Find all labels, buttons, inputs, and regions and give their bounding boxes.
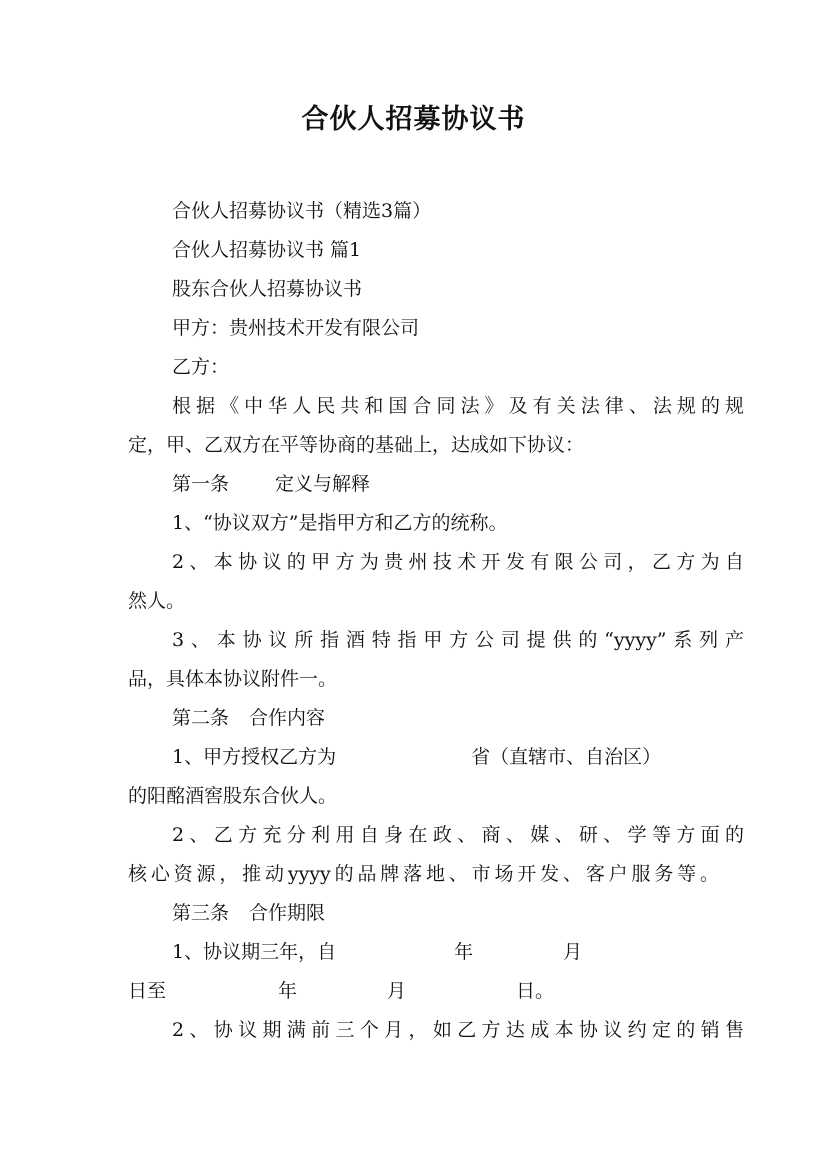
clause-3-1-end-month-label: 月 (387, 980, 407, 1002)
article-1-title: 定义与解释 (275, 473, 371, 495)
clause-3-1-end-day-label: 日。 (516, 980, 555, 1002)
article-1-label: 第一条 (172, 473, 230, 495)
clause-3-1-line-1 (172, 939, 582, 965)
article-3-label: 第三条 (172, 902, 230, 924)
clause-2-1-prefix: 1、甲方授权乙方为 (172, 746, 337, 768)
party-b-line: 乙方： (172, 356, 230, 378)
clause-1-3-line-1: 3、本协议所指酒特指甲方公司提供的“yyyy”系列产 (172, 629, 744, 651)
clause-3-1-end-year-label: 年 (278, 980, 298, 1002)
clause-1-2-line-2: 然人。 (128, 590, 186, 612)
clause-3-1-line-2 (128, 978, 554, 1004)
clause-3-1-prefix: 1、协议期三年，自 (172, 941, 337, 963)
intro-line-2: 定，甲、乙双方在平等协商的基础上，达成如下协议： (128, 434, 585, 456)
part-heading: 合伙人招募协议书 篇1 (172, 239, 362, 261)
document-title: 合伙人招募协议书 (301, 104, 526, 135)
clause-3-2-line-1: 2、协议期满前三个月，如乙方达成本协议约定的销售 (172, 1019, 744, 1041)
party-a-line: 甲方：贵州技术开发有限公司 (172, 317, 420, 339)
agreement-heading: 股东合伙人招募协议书 (172, 278, 363, 300)
article-3-title: 合作期限 (249, 902, 326, 924)
clause-1-2-line-1: 2、本协议的甲方为贵州技术开发有限公司，乙方为自 (172, 551, 744, 573)
intro-line-1: 根据《中华人民共和国合同法》及有关法律、法规的规 (172, 395, 744, 417)
clause-2-2-line-1: 2、乙方充分利用自身在政、商、媒、研、学等方面的 (172, 824, 744, 846)
clause-2-1-suffix: 省（直辖市、自治区） (471, 746, 662, 768)
article-2-heading (172, 705, 325, 731)
clause-3-1-day-label: 日至 (128, 980, 167, 1002)
clause-2-2-line-2: 核心资源，推动yyyy的品牌落地、市场开发、客户服务等。 (128, 863, 719, 885)
subtitle-line: 合伙人招募协议书（精选3篇） (172, 200, 432, 222)
clause-2-1-line-1 (172, 744, 661, 770)
article-2-label: 第二条 (172, 707, 230, 729)
article-2-title: 合作内容 (249, 707, 326, 729)
article-1-heading (172, 471, 370, 497)
clause-2-1-line-2: 的阳酩酒窖股东合伙人。 (128, 785, 338, 807)
clause-1-1: 1、“协议双方”是指甲方和乙方的统称。 (172, 512, 508, 534)
clause-3-1-month-label: 月 (563, 941, 583, 963)
article-3-heading (172, 900, 325, 926)
clause-1-3-line-2: 品，具体本协议附件一。 (128, 668, 338, 690)
clause-3-1-year-label: 年 (454, 941, 474, 963)
